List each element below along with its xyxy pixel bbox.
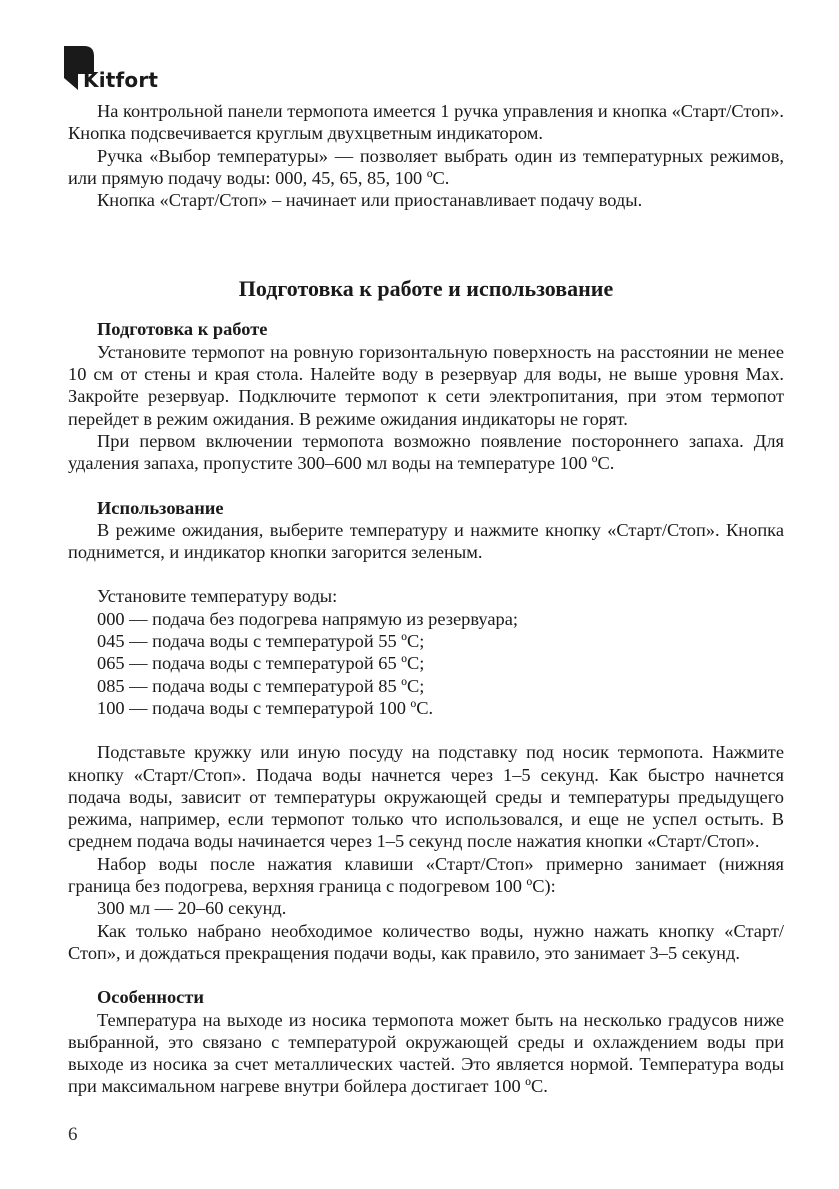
intro-paragraph: Кнопка «Старт/Стоп» – начинает или приостанавливает подачу воды. (97, 190, 643, 211)
brand-logo (64, 44, 184, 96)
paragraph: Подставьте кружку или иную посуду на подставку под носик термопота. Нажмите кнопку «Старт/Стоп». Подача воды начнется через 1–5 секунд. Как быстро начнется подача воды, зависит от температуры окружающей среды и температуры предыдущего режима, например, если термопот только что использовался, и еще не успел остыть. В среднем подача воды начинается через 1–5 секунд после нажатия кнопки «Старт/Стоп». (68, 742, 784, 852)
paragraph: При первом включении термопота возможно появление постороннего запаха. Для удаления запаха, пропустите 300–600 мл воды на температуре 100 ºС. (68, 430, 784, 474)
intro-paragraph: На контрольной панели термопота имеется 1 ручка управления и кнопка «Старт/Стоп». Кнопка подсвечивается круглым двухцветным индикатором. (68, 101, 784, 144)
paragraph: 300 мл — 20–60 секунд. (97, 898, 287, 919)
paragraph: Как только набрано необходимое количество воды, нужно нажать кнопку «Старт/Стоп», и дождаться прекращения подачи воды, как правило, это занимает 3–5 секунд. (68, 920, 784, 963)
intro-paragraph: Ручка «Выбор температуры» — позволяет выбрать один из температурных режимов, или прямую подачу воды: 000, 45, 65, 85, 100 ºС. (68, 145, 784, 188)
list-item: 085 — подача воды с температурой 85 ºС; (97, 675, 425, 696)
section-heading: Подготовка к работе и использование (238, 276, 614, 302)
paragraph: В режиме ожидания, выберите температуру и нажмите кнопку «Старт/Стоп». Кнопка поднимется, и индикатор кнопки загорится зеленым. (68, 519, 784, 563)
subheading-usage: Использование (97, 497, 224, 518)
paragraph: Температура на выходе из носика термопота может быть на несколько градусов ниже выбранной, это связано с температурой окружающей среды и охлаждением воды при выходе из носика за счет металлических частей. Это является нормой. Температура воды при максимальном нагреве внутри бойлера достигает 100 ºС. (68, 1009, 784, 1097)
subheading-features: Особенности (97, 987, 204, 1008)
list-intro: Установите температуру воды: (97, 586, 338, 607)
list-item: 045 — подача воды с температурой 55 ºС; (97, 631, 425, 652)
paragraph: Установите термопот на ровную горизонтальную поверхность на расстоянии не менее 10 см от стены и края стола. Налейте воду в резервуар для воды, не выше уровня Max. Закройте резервуар. Подключите термопот к сети электропитания, при этом термопот перейдет в режим ожидания. В режиме ожидания индикаторы не горят. (68, 341, 784, 429)
page-number: 6 (68, 1124, 78, 1145)
page-content (68, 100, 784, 1098)
list-item: 065 — подача воды с температурой 65 ºС; (97, 653, 425, 674)
paragraph: Набор воды после нажатия клавиши «Старт/Стоп» примерно занимает (нижняя граница без подогрева, верхняя граница с подогревом 100 ºС): (68, 853, 784, 897)
list-item: 000 — подача без подогрева напрямую из резервуара; (97, 608, 518, 629)
list-item: 100 — подача воды с температурой 100 ºС. (97, 697, 434, 718)
subheading-preparation: Подготовка к работе (97, 319, 268, 340)
brand-name: Kitfort (83, 68, 159, 92)
